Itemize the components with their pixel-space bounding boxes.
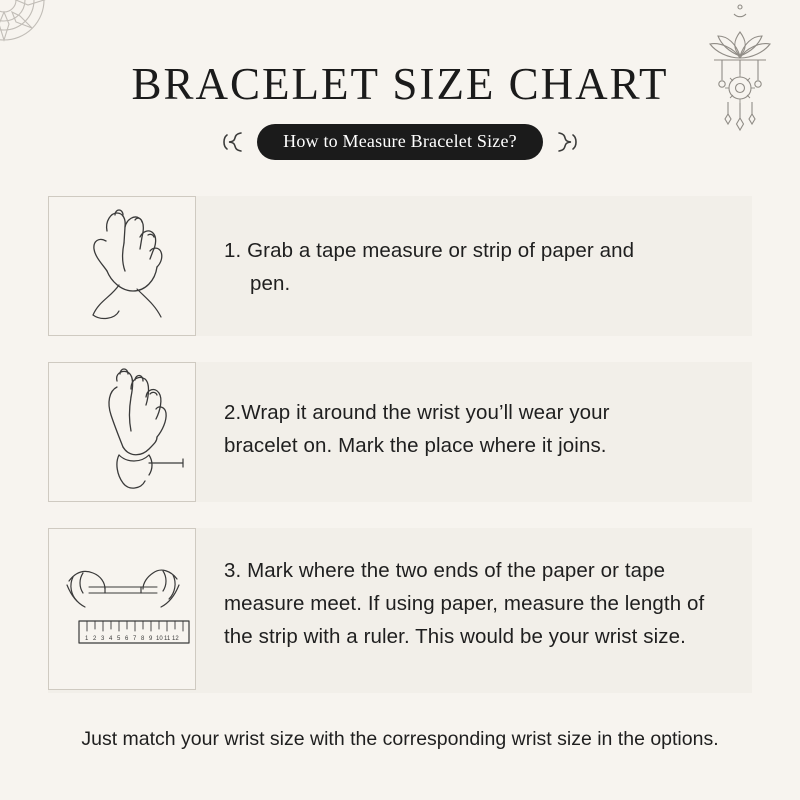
step-1-line-1: 1. Grab a tape measure or strip of paper and	[224, 239, 635, 262]
step-3-line-3: the length of the strip with a ruler. This would	[224, 592, 705, 649]
svg-text:7: 7	[133, 636, 137, 642]
page-title: BRACELET SIZE CHART	[131, 59, 669, 109]
svg-text:9: 9	[149, 636, 153, 642]
svg-text:6: 6	[125, 636, 129, 642]
svg-text:4: 4	[109, 636, 113, 642]
svg-text:5: 5	[117, 636, 121, 642]
svg-text:2: 2	[93, 636, 97, 642]
flourish-ornament-icon	[553, 129, 579, 155]
hands-measuring-strip-with-ruler-icon	[48, 528, 196, 690]
flourish-ornament-icon	[221, 129, 247, 155]
step-1-line-2: pen.	[250, 272, 291, 296]
svg-text:3: 3	[101, 636, 105, 642]
step-3-line-2: tape measure meet. If using paper, measure	[224, 559, 666, 616]
steps-list	[0, 196, 800, 707]
step-1-text	[196, 196, 752, 326]
svg-text:1: 1	[85, 636, 89, 642]
step-2-text	[196, 362, 752, 488]
step-2-line-1: 2.Wrap it around the wrist you’ll wear your	[224, 401, 610, 424]
list-item	[48, 528, 752, 693]
step-2-line-2: bracelet on. Mark the place where it joins.	[224, 434, 607, 458]
list-item	[48, 362, 752, 502]
svg-text:11: 11	[164, 636, 171, 642]
list-item	[48, 196, 752, 336]
step-3-text	[196, 528, 752, 680]
svg-text:8: 8	[141, 636, 145, 642]
step-3-line-1: 3. Mark where the two ends of the paper or	[224, 559, 620, 582]
footer-note: Just match your wrist size with the corresponding wrist size in the options.	[81, 728, 719, 750]
hand-with-tape-around-wrist-icon	[48, 362, 196, 502]
svg-text:12: 12	[172, 636, 179, 642]
subtitle-row	[0, 124, 800, 160]
subtitle-badge: How to Measure Bracelet Size?	[257, 124, 543, 160]
hand-holding-tape-measure-icon	[48, 196, 196, 336]
svg-text:10: 10	[156, 636, 163, 642]
step-3-line-4: be your wrist size.	[519, 625, 686, 649]
